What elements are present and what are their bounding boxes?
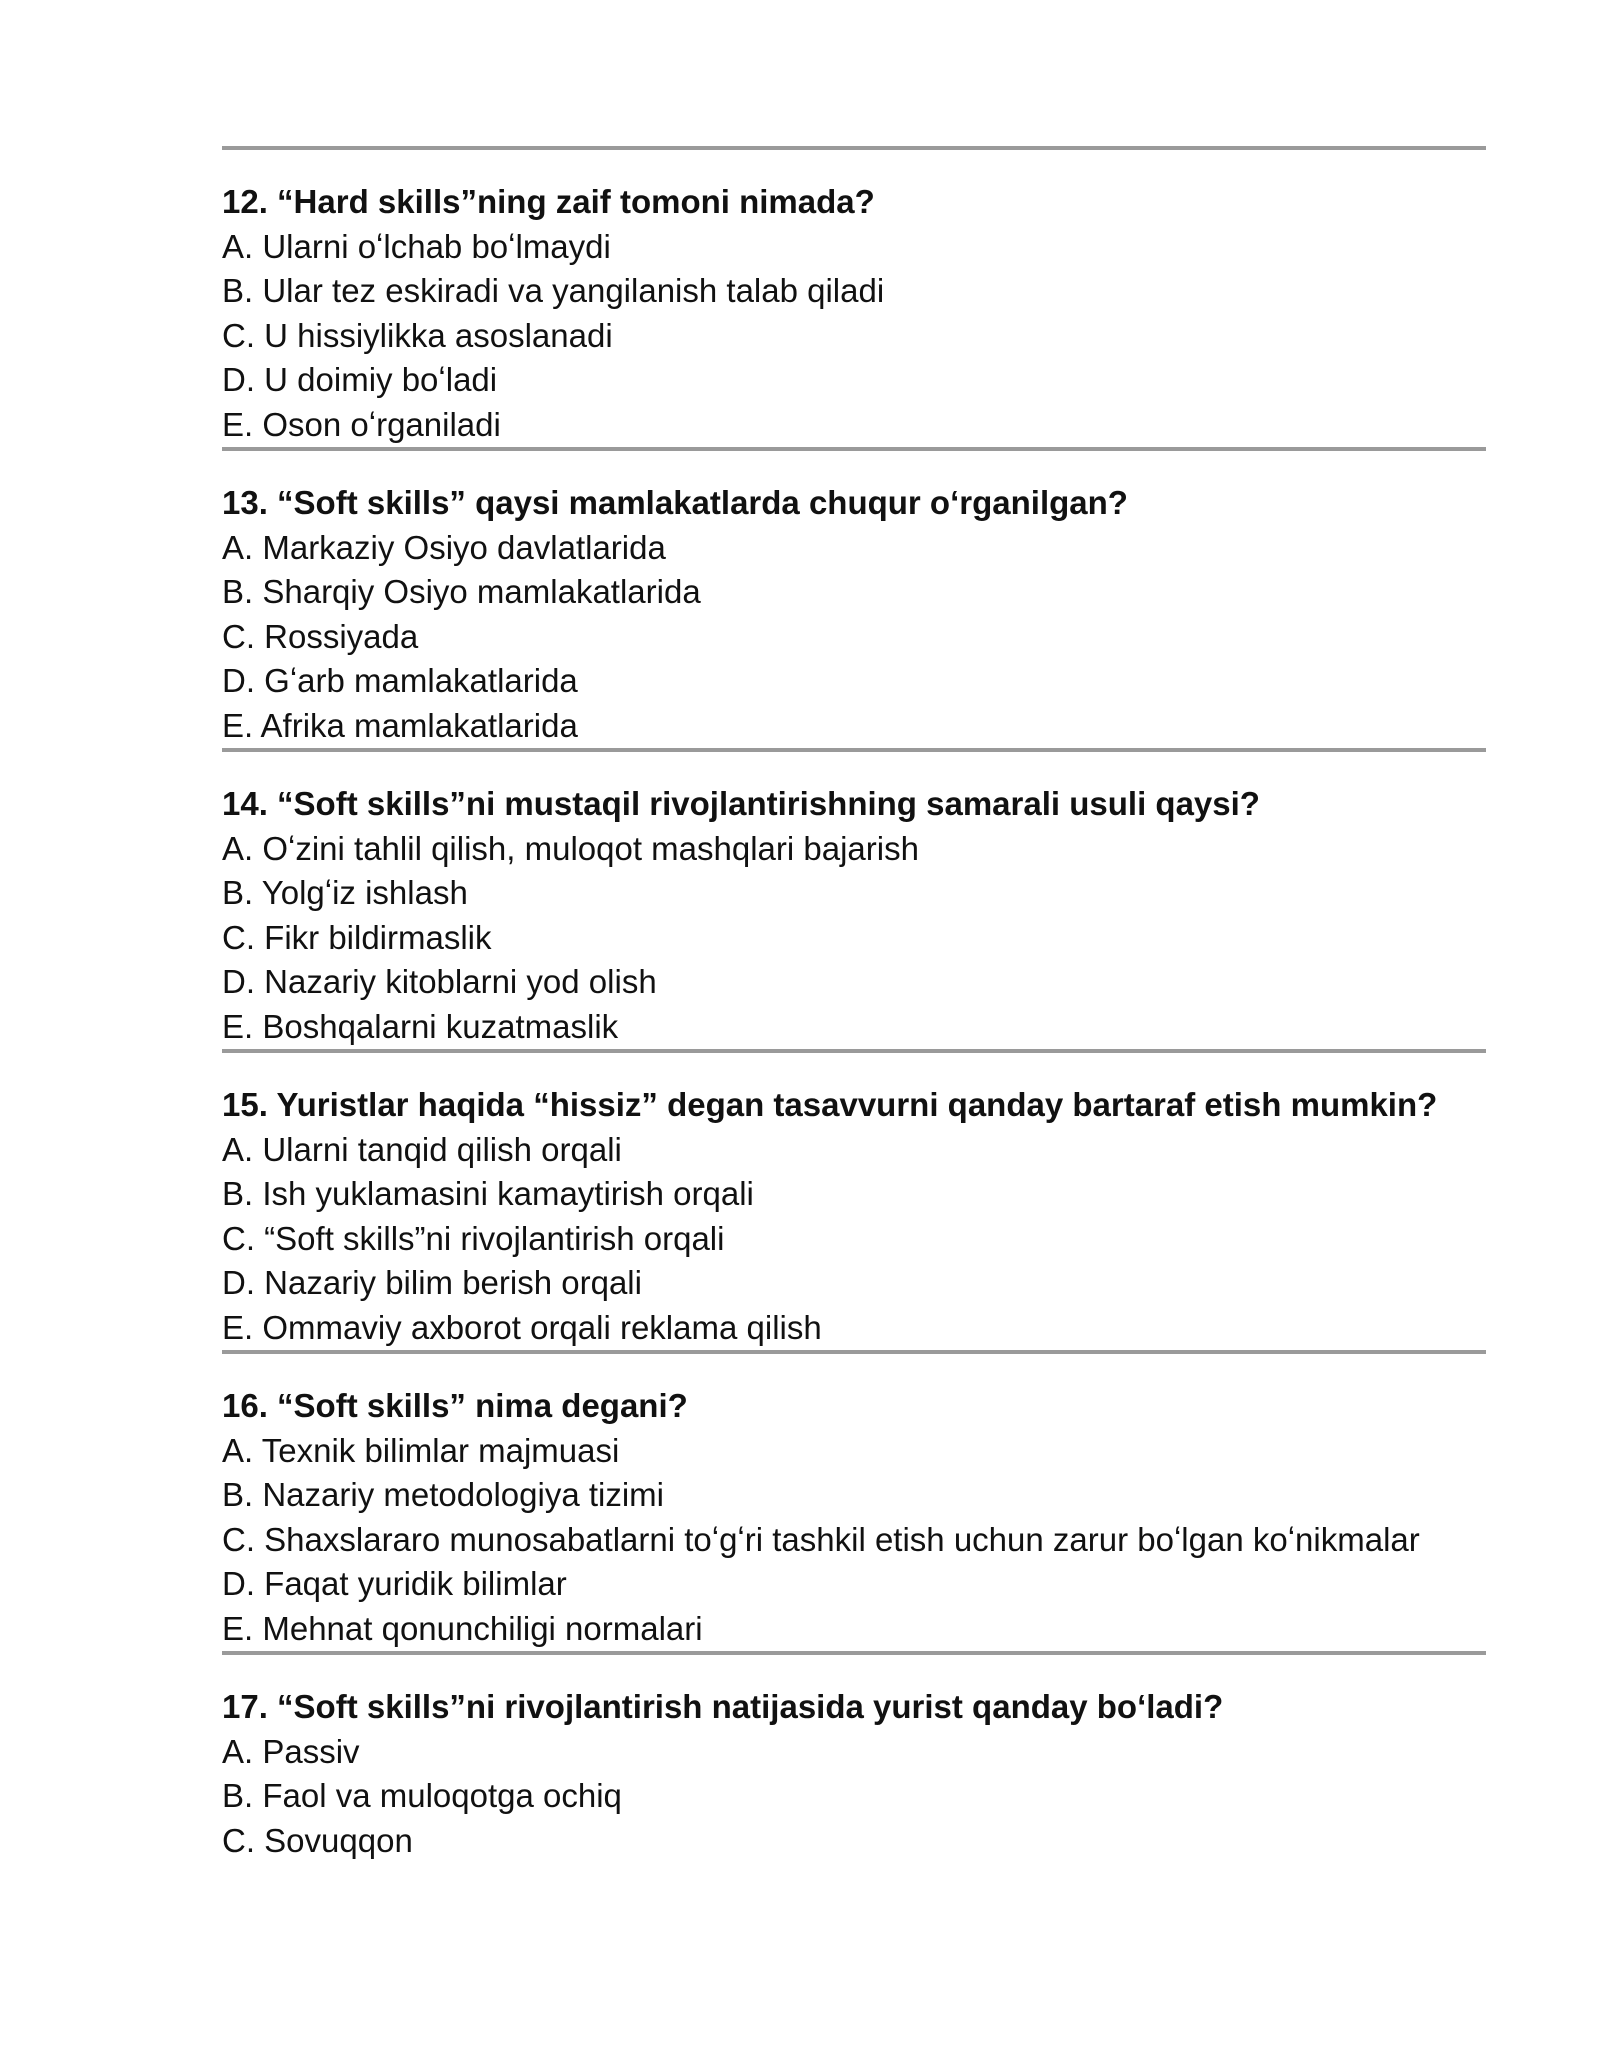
option-b: B. Faol va muloqotga ochiq xyxy=(222,1777,622,1814)
question-title: 15. Yuristlar haqida “hissiz” degan tasavvurni qanday bartaraf etish mumkin? xyxy=(222,1086,1438,1123)
option-c: C. Sovuqqon xyxy=(222,1821,413,1859)
options-list xyxy=(222,1730,1486,1864)
options-list xyxy=(222,225,1486,448)
option-d: D. Faqat yuridik bilimlar xyxy=(222,1565,567,1602)
option-b: B. Ular tez eskiradi va yangilanish talab qiladi xyxy=(222,272,885,309)
option-e: E. Ommaviy axborot orqali reklama qilish xyxy=(222,1308,822,1346)
option-e: E. Afrika mamlakatlarida xyxy=(222,706,578,744)
option-d: D. U doimiy boʻladi xyxy=(222,361,498,398)
question-title: 12. “Hard skills”ning zaif tomoni nimada? xyxy=(222,183,875,220)
option-c: C. “Soft skills”ni rivojlantirish orqali xyxy=(222,1219,725,1257)
option-c: C. Rossiyada xyxy=(222,617,419,655)
option-a: A. Markaziy Osiyo davlatlarida xyxy=(222,528,666,566)
option-d: D. Nazariy bilim berish orqali xyxy=(222,1264,642,1301)
question-17 xyxy=(222,1655,1486,1863)
option-c: C. Fikr bildirmaslik xyxy=(222,918,492,956)
options-list xyxy=(222,1429,1486,1652)
question-14 xyxy=(222,752,1486,1049)
option-b: B. Ish yuklamasini kamaytirish orqali xyxy=(222,1175,754,1212)
document-page xyxy=(222,146,1486,1863)
option-e: E. Oson oʻrganiladi xyxy=(222,405,501,443)
question-16 xyxy=(222,1354,1486,1651)
options-list xyxy=(222,827,1486,1050)
option-b: B. Sharqiy Osiyo mamlakatlarida xyxy=(222,573,701,610)
options-list xyxy=(222,1128,1486,1351)
question-title: 14. “Soft skills”ni mustaqil rivojlantirishning samarali usuli qaysi? xyxy=(222,785,1260,822)
question-15 xyxy=(222,1053,1486,1350)
option-a: A. Ularni tanqid qilish orqali xyxy=(222,1130,622,1168)
option-e: E. Boshqalarni kuzatmaslik xyxy=(222,1007,619,1045)
question-12 xyxy=(222,150,1486,447)
options-list xyxy=(222,526,1486,749)
question-title: 13. “Soft skills” qaysi mamlakatlarda chuqur oʻrganilgan? xyxy=(222,484,1128,521)
option-e: E. Mehnat qonunchiligi normalari xyxy=(222,1609,703,1647)
question-title: 16. “Soft skills” nima degani? xyxy=(222,1387,688,1424)
option-b: B. Nazariy metodologiya tizimi xyxy=(222,1476,664,1513)
option-a: A. Passiv xyxy=(222,1732,360,1770)
question-13 xyxy=(222,451,1486,748)
option-c: C. Shaxslararo munosabatlarni toʻgʻri tashkil etish uchun zarur boʻlgan koʻnikmalar xyxy=(222,1520,1420,1558)
option-a: A. Texnik bilimlar majmuasi xyxy=(222,1431,620,1469)
question-title: 17. “Soft skills”ni rivojlantirish natijasida yurist qanday boʻladi? xyxy=(222,1688,1224,1725)
option-a: A. Ularni oʻlchab boʻlmaydi xyxy=(222,227,611,265)
option-b: B. Yolgʻiz ishlash xyxy=(222,874,468,911)
option-a: A. Oʻzini tahlil qilish, muloqot mashqlari bajarish xyxy=(222,829,919,867)
option-d: D. Nazariy kitoblarni yod olish xyxy=(222,963,657,1000)
option-d: D. Gʻarb mamlakatlarida xyxy=(222,662,578,699)
option-c: C. U hissiylikka asoslanadi xyxy=(222,316,613,354)
